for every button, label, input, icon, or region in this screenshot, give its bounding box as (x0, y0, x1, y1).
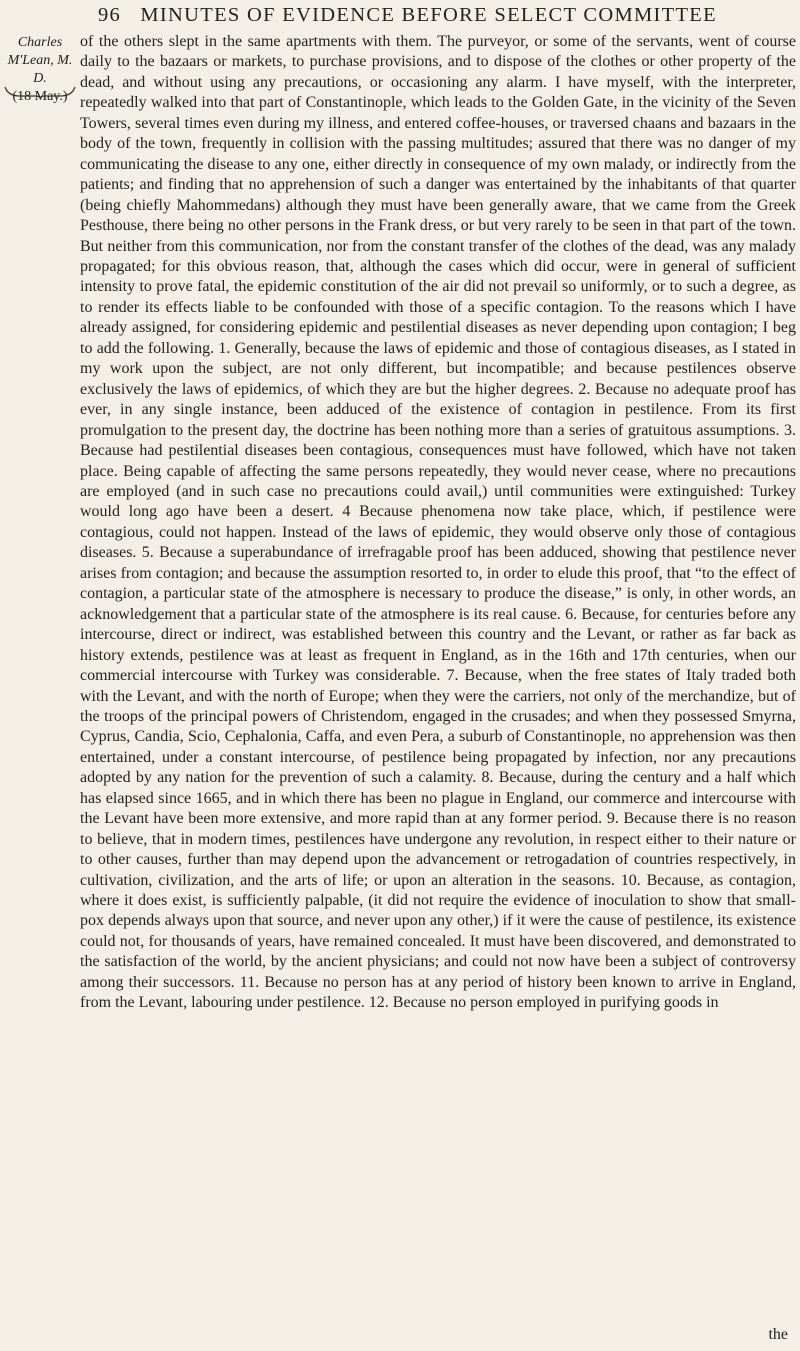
body-paragraph: of the others slept in the same apartments with them. The purveyor, or some of the servants, went of course daily to the bazaars or markets, to purchase provisions, and to dispose of the clothes or other property of the dead, and without using any precautions, or occasioning any alarm. I have myself, with the interpreter, repeatedly walked into that part of Constantinople, which leads to the Golden Gate, in the vicinity of the Seven Towers, several times even during my illness, and entered coffee-houses, or traversed chaans and bazaars in the body of the town, frequently in collision with the passing multitudes; assured that there was no danger of my communicating the disease to any one, either directly in consequence of my own malady, or indirectly from the patients; and finding that no apprehension of such a danger was entertained by the inhabitants of that quarter (being chiefly Mahommedans) although they must have been generally aware, that we came from the Greek Pesthouse, there being no other persons in the Frank dress, or but very rarely to be seen in that part of the town. But neither from this communication, nor from the constant transfer of the clothes of the dead, was any malady propagated; for this obvious reason, that, although the cases which did occur, were in general of sufficient intensity to prove fatal, the epidemic constitution of the air did not prevail so uniformly, or to such a degree, as to render its effects liable to be confounded with those of a specific contagion. To the reasons which I have already assigned, for considering epidemic and pestilential diseases as never depending upon contagion; I beg to add the following. 1. Generally, because the laws of epidemic and those of contagious diseases, as I stated in my work upon the subject, are not only different, but incompatible; and because pestilences observe exclusively the laws of epidemics, of which they are but the higher degrees. 2. Because no adequate proof has ever, in any single instance, been adduced of the existence of contagion in pestilence. From its first promulgation to the present day, the doctrine has been nothing more than a series of gratuitous assumptions. 3. Because had pestilential diseases been contagious, consequences must have followed, which have not taken place. Being capable of affecting the same persons repeatedly, they would never cease, where no precautions are employed (and in such case no precautions could avail,) until communities were extinguished: Turkey would long ago have been a desert. 4 Because phenomena now take place, which, if pestilence were contagious, could not happen. Instead of the laws of epidemic, they would observe only those of contagious diseases. 5. Because a superabundance of irrefragable proof has been adduced, showing that pestilence never arises from contagion; and because the assumption resorted to, in order to elude this proof, that “to the effect of contagion, a particular state of the atmosphere is necessary to produce the disease,” is only, in other words, an acknowledgement that a particular state of the atmosphere is its real cause. 6. Because, for centuries before any intercourse, direct or indirect, was established between this country and the Levant, or rather as far back as history extends, pestilence was at least as frequent in England, as in the 16th and 17th centuries, when our commercial intercourse with Turkey was considerable. 7. Because, when the free states of Italy traded both with the Levant, and with the north of Europe; when they were the carriers, not only of the merchandize, but of the troops of the principal powers of Christendom, engaged in the crusades; and when they possessed Smyrna, Cyprus, Candia, Scio, Cephalonia, Caffa, and even Pera, a suburb of Constantinople, no apprehension was then entertained, under a constant intercourse, of pestilence being propagated by infection, nor any precautions adopted by any nation for the prevention of such a calamity. 8. Because, during the century and a half which has elapsed since 1665, and in which there has been no plague in England, our commerce and intercourse with the Levant have been more extensive, and more rapid than at any former period. 9. Because there is no reason to believe, that in modern times, pestilences have undergone any revolution, in respect either to their nature or to other causes, further than may depend upon the advancement or retrogadation of countries respectively, in cultivation, civilization, and the arts of life; or upon an alteration in the seasons. 10. Because, as contagion, where it does exist, is sufficiently palpable, (it did not require the evidence of inoculation to show that small-pox depends always upon that source, and never upon any other,) if it were the cause of pestilence, its existence could not, for thousands of years, have remained concealed. It must have been discovered, and demonstrated to the satisfaction of the world, by the ancient physicians; and could not now have been a subject of controversy among their successors. 11. Because no person has at any period of history been known to arrive in England, from the Levant, labouring under pestilence. 12. Because no person employed in purifying goods in (80, 33, 796, 1012)
catchword: the (768, 1326, 788, 1343)
running-title: MINUTES OF EVIDENCE BEFORE SELECT COMMITTEE (140, 4, 717, 26)
witness-name: Charles M'Lean, M. D. (7, 35, 73, 86)
testimony-date: (18 May.) (12, 89, 68, 104)
page-number: 96 (98, 4, 122, 26)
running-header (98, 4, 798, 27)
margin-brace (4, 86, 76, 98)
body-text (80, 32, 796, 1014)
